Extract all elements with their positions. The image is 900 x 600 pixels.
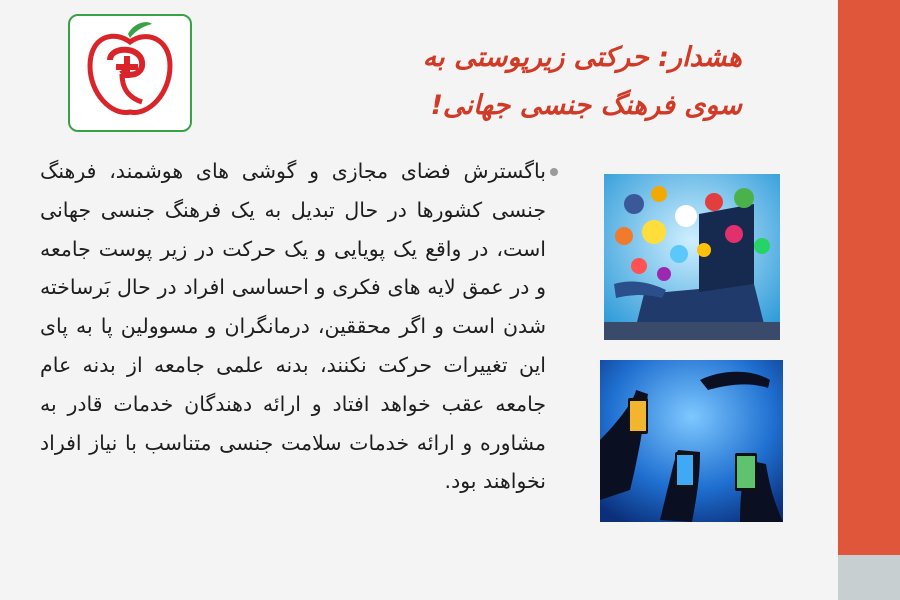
clinic-logo xyxy=(68,14,192,132)
bullet-dot xyxy=(550,168,558,176)
title-line-2: سوی فرهنگ جنسی جهانی! xyxy=(430,90,742,121)
smartphones-hands-image xyxy=(600,360,783,522)
accent-band-gray xyxy=(838,555,900,600)
social-media-laptop-image xyxy=(604,174,780,340)
accent-band-red xyxy=(838,0,900,555)
slide-title xyxy=(272,34,742,130)
body-paragraph: باگسترش فضای مجازی و گوشی های هوشمند، فرهنگ جنسی کشورها در حال تبدیل به یک فرهنگ جنسی جهانی است، در واقع یک پویایی و یک حرکت در زیر پوست جامعه و در عمق لایه های فکری و احساسی افراد در حال بَرساخته شدن است و اگر محققین، درمانگران و مسوولین پا به پای این تغییرات حرکت نکنند، بدنه علمی جامعه از بدنه عام جامعه عقب خواهد افتاد و ارائه دهندگان خدمات قادر به مشاوره و ارائه خدمات سلامت جنسی متناسب با نیاز افراد نخواهند بود. xyxy=(40,159,546,494)
title-line-1: هشدار: حرکتی زیرپوستی به xyxy=(422,42,742,73)
